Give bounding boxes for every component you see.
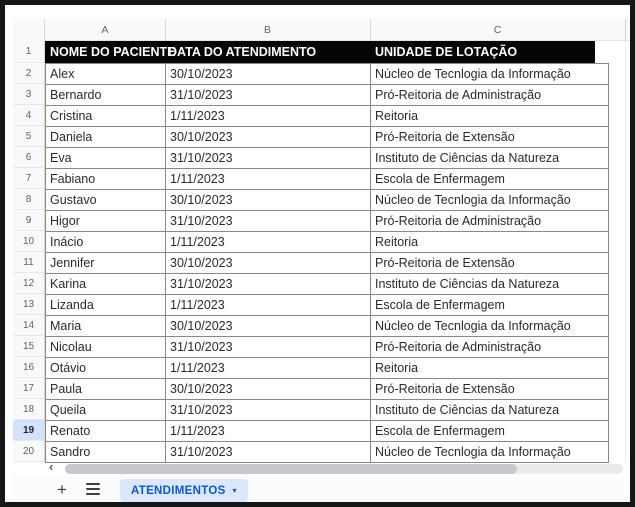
cell-date[interactable]: 30/10/2023	[166, 127, 371, 148]
sheet-tab-bar	[10, 477, 635, 507]
cell-date[interactable]: 31/10/2023	[166, 442, 371, 463]
chevron-down-icon[interactable]: ▾	[232, 486, 237, 495]
table-row	[46, 106, 609, 127]
row-number[interactable]: 19	[13, 420, 44, 441]
table-row	[46, 442, 609, 463]
cell-date[interactable]: 30/10/2023	[166, 316, 371, 337]
row-number[interactable]: 11	[13, 252, 44, 273]
cell-name[interactable]: Otávio	[46, 358, 166, 379]
cell-unit[interactable]: Núcleo de Tecnlogia da Informação	[371, 442, 609, 463]
table-row	[46, 421, 609, 442]
row-number[interactable]: 6	[13, 147, 44, 168]
row-number[interactable]: 20	[13, 441, 44, 462]
table-row	[46, 358, 609, 379]
row-number[interactable]: 4	[13, 105, 44, 126]
table-row	[46, 379, 609, 400]
cell-date[interactable]: 31/10/2023	[166, 274, 371, 295]
cell-unit[interactable]: Reitoria	[371, 358, 609, 379]
cell-unit[interactable]: Pró-Reitoria de Administração	[371, 85, 609, 106]
row-number[interactable]: 5	[13, 126, 44, 147]
grid-line	[625, 41, 626, 462]
row-number[interactable]: 13	[13, 294, 44, 315]
cell-date[interactable]: 31/10/2023	[166, 85, 371, 106]
all-sheets-menu-icon[interactable]	[86, 483, 102, 497]
cell-name[interactable]: Cristina	[46, 106, 166, 127]
cell-name[interactable]: Daniela	[46, 127, 166, 148]
cell-name[interactable]: Karina	[46, 274, 166, 295]
column-header-strip	[13, 19, 632, 41]
cell-date[interactable]: 1/11/2023	[166, 169, 371, 190]
cell-name[interactable]: Sandro	[46, 442, 166, 463]
column-divider[interactable]	[625, 19, 626, 41]
cell-name[interactable]: Maria	[46, 316, 166, 337]
cell-date[interactable]: 1/11/2023	[166, 106, 371, 127]
horizontal-scrollbar-thumb[interactable]	[65, 464, 517, 474]
row-number-gutter	[13, 41, 45, 462]
cell-name[interactable]: Inácio	[46, 232, 166, 253]
row-number[interactable]: 1	[13, 41, 44, 63]
table-row	[46, 190, 609, 211]
cell-date[interactable]: 31/10/2023	[166, 337, 371, 358]
table-row	[46, 232, 609, 253]
cell-name[interactable]: Lizanda	[46, 295, 166, 316]
table-row	[46, 253, 609, 274]
row-number[interactable]: 8	[13, 189, 44, 210]
cell-name[interactable]: Jennifer	[46, 253, 166, 274]
header-cell-unidade[interactable]: UNIDADE DE LOTAÇÃO	[375, 45, 518, 59]
cell-unit[interactable]: Pró-Reitoria de Extensão	[371, 253, 609, 274]
table-body	[45, 63, 609, 463]
cell-date[interactable]: 1/11/2023	[166, 295, 371, 316]
column-divider[interactable]	[370, 19, 371, 41]
row-number[interactable]: 15	[13, 336, 44, 357]
row-number[interactable]: 14	[13, 315, 44, 336]
column-header-a[interactable]: A	[101, 24, 109, 36]
spreadsheet-grid	[45, 41, 609, 463]
cell-date[interactable]: 31/10/2023	[166, 211, 371, 232]
select-all-corner[interactable]	[13, 19, 45, 41]
row-number[interactable]: 10	[13, 231, 44, 252]
cell-unit[interactable]: Escola de Enfermagem	[371, 169, 609, 190]
cell-name[interactable]: Bernardo	[46, 85, 166, 106]
column-divider[interactable]	[165, 19, 166, 41]
cell-unit[interactable]: Escola de Enfermagem	[371, 421, 609, 442]
cell-name[interactable]: Fabiano	[46, 169, 166, 190]
table-row	[46, 169, 609, 190]
cell-name[interactable]: Gustavo	[46, 190, 166, 211]
add-sheet-button[interactable]: +	[57, 480, 67, 499]
cell-date[interactable]: 1/11/2023	[166, 358, 371, 379]
sheet-tab-atendimentos[interactable]	[120, 479, 248, 502]
cell-unit[interactable]: Pró-Reitoria de Administração	[371, 211, 609, 232]
cell-name[interactable]: Eva	[46, 148, 166, 169]
table-row	[46, 211, 609, 232]
cell-unit[interactable]: Escola de Enfermagem	[371, 295, 609, 316]
cell-unit[interactable]: Núcleo de Tecnlogia da Informação	[371, 64, 609, 85]
row-number[interactable]: 18	[13, 399, 44, 420]
cell-name[interactable]: Queila	[46, 400, 166, 421]
cell-name[interactable]: Renato	[46, 421, 166, 442]
table-row	[46, 400, 609, 421]
column-header-c[interactable]: C	[493, 24, 502, 36]
scroll-left-icon[interactable]: ‹	[49, 459, 54, 474]
cell-name[interactable]: Paula	[46, 379, 166, 400]
row-number[interactable]: 3	[13, 84, 44, 105]
row-number[interactable]: 9	[13, 210, 44, 231]
table-row	[46, 127, 609, 148]
row-number[interactable]: 12	[13, 273, 44, 294]
cell-unit[interactable]: Pró-Reitoria de Extensão	[371, 127, 609, 148]
cell-date[interactable]: 31/10/2023	[166, 148, 371, 169]
table-row	[46, 337, 609, 358]
cell-date[interactable]: 31/10/2023	[166, 400, 371, 421]
cell-name[interactable]: Higor	[46, 211, 166, 232]
cell-unit[interactable]: Reitoria	[371, 232, 609, 253]
cell-name[interactable]: Alex	[46, 64, 166, 85]
table-row	[46, 64, 609, 85]
table-row	[46, 274, 609, 295]
row-number[interactable]: 16	[13, 357, 44, 378]
cell-unit[interactable]: Núcleo de Tecnlogia da Informação	[371, 316, 609, 337]
cell-unit[interactable]: Pró-Reitoria de Administração	[371, 337, 609, 358]
cell-unit[interactable]: Instituto de Ciências da Natureza	[371, 274, 609, 295]
cell-date[interactable]: 1/11/2023	[166, 232, 371, 253]
cell-date[interactable]: 30/10/2023	[166, 253, 371, 274]
cell-unit[interactable]: Pró-Reitoria de Extensão	[371, 379, 609, 400]
header-cell-data[interactable]: DATA DO ATENDIMENTO	[168, 45, 317, 59]
table-row	[46, 295, 609, 316]
table-row	[46, 85, 609, 106]
cell-date[interactable]: 30/10/2023	[166, 379, 371, 400]
cell-date[interactable]: 30/10/2023	[166, 190, 371, 211]
cell-date[interactable]: 1/11/2023	[166, 421, 371, 442]
row-number[interactable]: 17	[13, 378, 44, 399]
row-number[interactable]: 7	[13, 168, 44, 189]
header-cell-nome[interactable]: NOME DO PACIENTE	[50, 45, 176, 59]
cell-unit[interactable]: Instituto de Ciências da Natureza	[371, 148, 609, 169]
cell-unit[interactable]: Reitoria	[371, 106, 609, 127]
table-header-row[interactable]	[45, 41, 595, 63]
cell-unit[interactable]: Núcleo de Tecnlogia da Informação	[371, 190, 609, 211]
cell-date[interactable]: 30/10/2023	[166, 64, 371, 85]
row-number[interactable]: 2	[13, 63, 44, 84]
cell-unit[interactable]: Instituto de Ciências da Natureza	[371, 400, 609, 421]
table-row	[46, 316, 609, 337]
cell-name[interactable]: Nicolau	[46, 337, 166, 358]
column-header-b[interactable]: B	[263, 24, 271, 36]
table-row	[46, 148, 609, 169]
horizontal-scrollbar[interactable]	[65, 464, 623, 474]
sheet-tab-label: ATENDIMENTOS	[131, 484, 226, 497]
